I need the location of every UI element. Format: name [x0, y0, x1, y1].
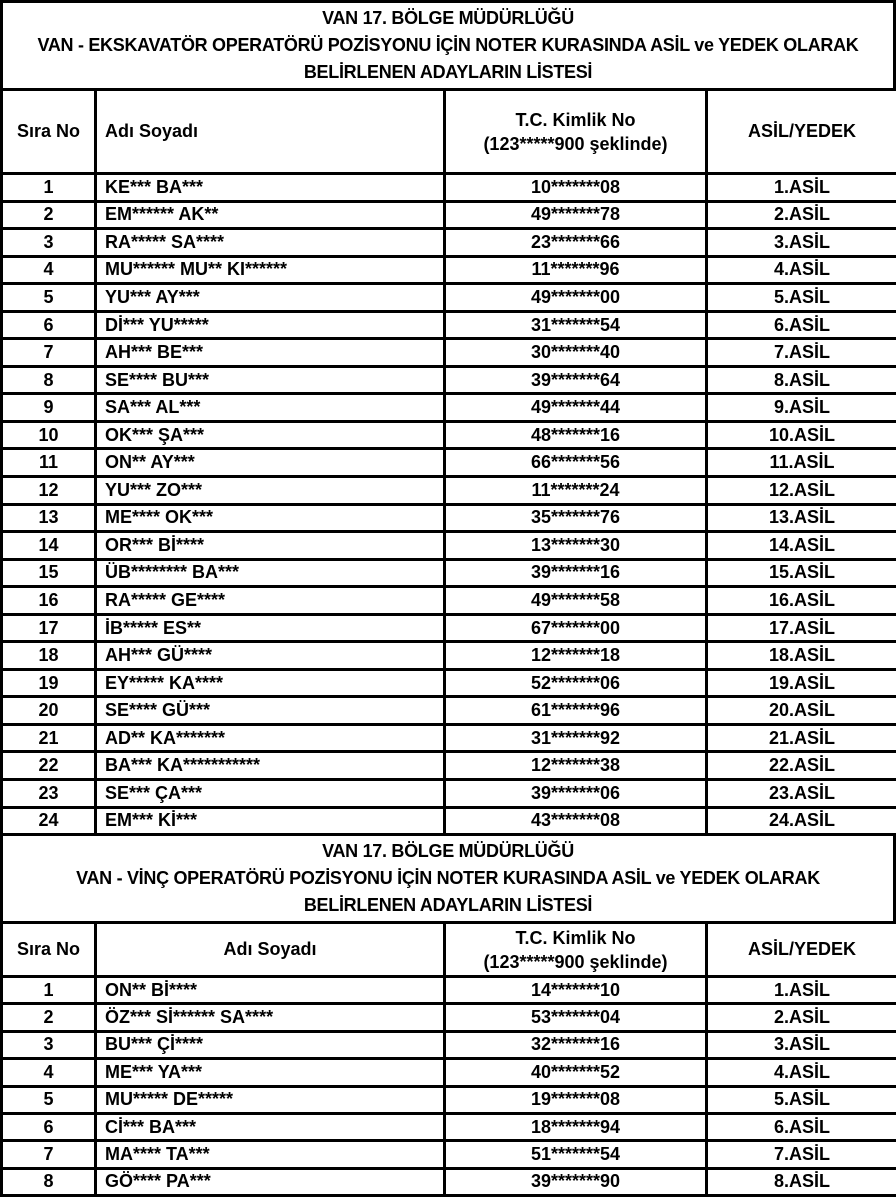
name-cell: İB***** ES**: [96, 614, 445, 642]
asil-yedek-cell: 14.ASİL: [707, 532, 896, 560]
table-row: [2, 1031, 896, 1058]
asil-yedek-cell: 11.ASİL: [707, 449, 896, 477]
table-row: [2, 614, 896, 642]
asil-yedek-cell: 2.ASİL: [707, 1004, 896, 1031]
row-number-cell: 4: [2, 1059, 96, 1086]
tc-kimlik-cell: 52*******06: [445, 669, 707, 697]
title-line-pozisyon: VAN - VİNÇ OPERATÖRÜ POZİSYONU İÇİN NOTER KURASINDA ASİL ve YEDEK OLARAK: [76, 868, 820, 889]
table-row: [2, 642, 896, 670]
row-number-cell: 5: [2, 1086, 96, 1113]
header-tc-line2: (123*****900 şeklinde): [483, 133, 668, 154]
row-number-cell: 8: [2, 1168, 96, 1195]
asil-yedek-cell: 8.ASİL: [707, 366, 896, 394]
tc-kimlik-cell: 49*******78: [445, 201, 707, 229]
header-asil-yedek: ASİL/YEDEK: [707, 90, 896, 174]
name-cell: SE**** BU***: [96, 366, 445, 394]
asil-yedek-cell: 16.ASİL: [707, 587, 896, 615]
name-cell: KE*** BA***: [96, 174, 445, 202]
row-number-cell: 13: [2, 504, 96, 532]
table-row: [2, 1141, 896, 1168]
table-row: [2, 449, 896, 477]
asil-yedek-cell: 3.ASİL: [707, 229, 896, 257]
table-body: [2, 977, 896, 1196]
name-cell: GÖ**** PA***: [96, 1168, 445, 1195]
table-row: [2, 1004, 896, 1031]
asil-yedek-cell: 10.ASİL: [707, 421, 896, 449]
row-number-cell: 2: [2, 201, 96, 229]
name-cell: ME*** YA***: [96, 1059, 445, 1086]
asil-yedek-cell: 12.ASİL: [707, 477, 896, 505]
name-cell: AH*** GÜ****: [96, 642, 445, 670]
tc-kimlik-cell: 49*******00: [445, 284, 707, 312]
table-header: [2, 923, 896, 977]
row-number-cell: 3: [2, 1031, 96, 1058]
row-number-cell: 22: [2, 752, 96, 780]
tc-kimlik-cell: 39*******16: [445, 559, 707, 587]
asil-yedek-cell: 4.ASİL: [707, 256, 896, 284]
name-cell: MU****** MU** KI******: [96, 256, 445, 284]
name-cell: ME**** OK***: [96, 504, 445, 532]
header-tc-line1: T.C. Kimlik No: [515, 109, 636, 130]
asil-yedek-cell: 21.ASİL: [707, 724, 896, 752]
tc-kimlik-cell: 11*******24: [445, 477, 707, 505]
header-tc-kimlik-no: [445, 923, 707, 977]
asil-yedek-cell: 15.ASİL: [707, 559, 896, 587]
table-row: [2, 421, 896, 449]
tc-kimlik-cell: 12*******18: [445, 642, 707, 670]
tc-kimlik-cell: 14*******10: [445, 977, 707, 1004]
header-tc-line2: (123*****900 şeklinde): [483, 951, 668, 972]
row-number-cell: 8: [2, 366, 96, 394]
row-number-cell: 4: [2, 256, 96, 284]
tc-kimlik-cell: 19*******08: [445, 1086, 707, 1113]
candidates-table-vinc: [0, 921, 896, 1197]
name-cell: ÖZ*** Sİ****** SA****: [96, 1004, 445, 1031]
header-asil-yedek: ASİL/YEDEK: [707, 923, 896, 977]
title-line-liste: BELİRLENEN ADAYLARIN LİSTESİ: [303, 895, 593, 916]
header-adi-soyadi: Adı Soyadı: [96, 923, 445, 977]
title-line-mudurluk: VAN 17. BÖLGE MÜDÜRLÜĞÜ: [322, 8, 574, 28]
table-section-vinc-operatoru: [0, 833, 896, 1197]
asil-yedek-cell: 7.ASİL: [707, 1141, 896, 1168]
name-cell: AD** KA*******: [96, 724, 445, 752]
asil-yedek-cell: 23.ASİL: [707, 780, 896, 808]
tc-kimlik-cell: 35*******76: [445, 504, 707, 532]
tc-kimlik-cell: 49*******58: [445, 587, 707, 615]
asil-yedek-cell: 5.ASİL: [707, 1086, 896, 1113]
header-tc-kimlik-no: [445, 90, 707, 174]
row-number-cell: 16: [2, 587, 96, 615]
asil-yedek-cell: 3.ASİL: [707, 1031, 896, 1058]
name-cell: Cİ*** BA***: [96, 1113, 445, 1140]
tc-kimlik-cell: 11*******96: [445, 256, 707, 284]
header-sira-no: Sıra No: [2, 923, 96, 977]
name-cell: YU*** ZO***: [96, 477, 445, 505]
row-number-cell: 19: [2, 669, 96, 697]
row-number-cell: 21: [2, 724, 96, 752]
asil-yedek-cell: 2.ASİL: [707, 201, 896, 229]
row-number-cell: 15: [2, 559, 96, 587]
table-row: [2, 201, 896, 229]
tc-kimlik-cell: 39*******64: [445, 366, 707, 394]
tc-kimlik-cell: 66*******56: [445, 449, 707, 477]
table-row: [2, 339, 896, 367]
header-row: [2, 90, 896, 174]
row-number-cell: 23: [2, 780, 96, 808]
title-line-liste: BELİRLENEN ADAYLARIN LİSTESİ: [303, 62, 593, 82]
tc-kimlik-cell: 30*******40: [445, 339, 707, 367]
name-cell: YU*** AY***: [96, 284, 445, 312]
name-cell: EM*** Kİ***: [96, 807, 445, 835]
table-row: [2, 504, 896, 532]
asil-yedek-cell: 8.ASİL: [707, 1168, 896, 1195]
asil-yedek-cell: 6.ASİL: [707, 1113, 896, 1140]
row-number-cell: 1: [2, 174, 96, 202]
name-cell: ÜB******** BA***: [96, 559, 445, 587]
row-number-cell: 6: [2, 1113, 96, 1140]
asil-yedek-cell: 1.ASİL: [707, 174, 896, 202]
document-title-block: [0, 833, 896, 921]
tc-kimlik-cell: 39*******06: [445, 780, 707, 808]
tc-kimlik-cell: 23*******66: [445, 229, 707, 257]
row-number-cell: 10: [2, 421, 96, 449]
row-number-cell: 12: [2, 477, 96, 505]
table-row: [2, 724, 896, 752]
row-number-cell: 24: [2, 807, 96, 835]
table-row: [2, 394, 896, 422]
row-number-cell: 18: [2, 642, 96, 670]
table-row: [2, 559, 896, 587]
asil-yedek-cell: 17.ASİL: [707, 614, 896, 642]
name-cell: MA**** TA***: [96, 1141, 445, 1168]
row-number-cell: 9: [2, 394, 96, 422]
row-number-cell: 5: [2, 284, 96, 312]
tc-kimlik-cell: 32*******16: [445, 1031, 707, 1058]
tc-kimlik-cell: 43*******08: [445, 807, 707, 835]
name-cell: RA***** SA****: [96, 229, 445, 257]
table-row: [2, 256, 896, 284]
table-row: [2, 1086, 896, 1113]
row-number-cell: 17: [2, 614, 96, 642]
name-cell: ON** AY***: [96, 449, 445, 477]
asil-yedek-cell: 13.ASİL: [707, 504, 896, 532]
table-row: [2, 477, 896, 505]
table-row: [2, 807, 896, 835]
table-row: [2, 229, 896, 257]
name-cell: OK*** ŞA***: [96, 421, 445, 449]
name-cell: OR*** Bİ****: [96, 532, 445, 560]
table-row: [2, 977, 896, 1004]
name-cell: SE*** ÇA***: [96, 780, 445, 808]
asil-yedek-cell: 24.ASİL: [707, 807, 896, 835]
asil-yedek-cell: 7.ASİL: [707, 339, 896, 367]
table-body: [2, 174, 896, 835]
row-number-cell: 6: [2, 311, 96, 339]
table-row: [2, 1168, 896, 1195]
header-sira-no: Sıra No: [2, 90, 96, 174]
name-cell: SE**** GÜ***: [96, 697, 445, 725]
row-number-cell: 14: [2, 532, 96, 560]
name-cell: EY***** KA****: [96, 669, 445, 697]
asil-yedek-cell: 1.ASİL: [707, 977, 896, 1004]
row-number-cell: 11: [2, 449, 96, 477]
asil-yedek-cell: 4.ASİL: [707, 1059, 896, 1086]
table-row: [2, 780, 896, 808]
table-row: [2, 1113, 896, 1140]
asil-yedek-cell: 18.ASİL: [707, 642, 896, 670]
table-row: [2, 669, 896, 697]
name-cell: ON** Bİ****: [96, 977, 445, 1004]
asil-yedek-cell: 9.ASİL: [707, 394, 896, 422]
name-cell: RA***** GE****: [96, 587, 445, 615]
tc-kimlik-cell: 31*******54: [445, 311, 707, 339]
asil-yedek-cell: 20.ASİL: [707, 697, 896, 725]
tc-kimlik-cell: 13*******30: [445, 532, 707, 560]
tc-kimlik-cell: 61*******96: [445, 697, 707, 725]
row-number-cell: 20: [2, 697, 96, 725]
name-cell: BU*** Çİ****: [96, 1031, 445, 1058]
row-number-cell: 2: [2, 1004, 96, 1031]
table-row: [2, 284, 896, 312]
table-row: [2, 752, 896, 780]
table-row: [2, 311, 896, 339]
tc-kimlik-cell: 12*******38: [445, 752, 707, 780]
table-row: [2, 174, 896, 202]
header-tc-line1: T.C. Kimlik No: [515, 927, 636, 948]
tc-kimlik-cell: 49*******44: [445, 394, 707, 422]
tc-kimlik-cell: 10*******08: [445, 174, 707, 202]
row-number-cell: 7: [2, 339, 96, 367]
header-adi-soyadi: Adı Soyadı: [96, 90, 445, 174]
table-row: [2, 1059, 896, 1086]
name-cell: MU***** DE*****: [96, 1086, 445, 1113]
candidates-table-ekskavator: [0, 88, 896, 836]
asil-yedek-cell: 5.ASİL: [707, 284, 896, 312]
row-number-cell: 7: [2, 1141, 96, 1168]
table-header: [2, 90, 896, 174]
title-line-mudurluk: VAN 17. BÖLGE MÜDÜRLÜĞÜ: [322, 841, 574, 862]
tc-kimlik-cell: 48*******16: [445, 421, 707, 449]
row-number-cell: 3: [2, 229, 96, 257]
tc-kimlik-cell: 18*******94: [445, 1113, 707, 1140]
asil-yedek-cell: 6.ASİL: [707, 311, 896, 339]
tc-kimlik-cell: 53*******04: [445, 1004, 707, 1031]
header-row: [2, 923, 896, 977]
tc-kimlik-cell: 31*******92: [445, 724, 707, 752]
table-row: [2, 587, 896, 615]
asil-yedek-cell: 19.ASİL: [707, 669, 896, 697]
name-cell: SA*** AL***: [96, 394, 445, 422]
asil-yedek-cell: 22.ASİL: [707, 752, 896, 780]
tc-kimlik-cell: 51*******54: [445, 1141, 707, 1168]
name-cell: EM****** AK**: [96, 201, 445, 229]
table-row: [2, 532, 896, 560]
table-row: [2, 366, 896, 394]
table-row: [2, 697, 896, 725]
title-line-pozisyon: VAN - EKSKAVATÖR OPERATÖRÜ POZİSYONU İÇİN NOTER KURASINDA ASİL ve YEDEK OLARAK: [37, 35, 859, 55]
tc-kimlik-cell: 67*******00: [445, 614, 707, 642]
tc-kimlik-cell: 39*******90: [445, 1168, 707, 1195]
name-cell: AH*** BE***: [96, 339, 445, 367]
row-number-cell: 1: [2, 977, 96, 1004]
name-cell: BA*** KA***********: [96, 752, 445, 780]
document-title-block: [0, 0, 896, 88]
tc-kimlik-cell: 40*******52: [445, 1059, 707, 1086]
name-cell: Dİ*** YU*****: [96, 311, 445, 339]
